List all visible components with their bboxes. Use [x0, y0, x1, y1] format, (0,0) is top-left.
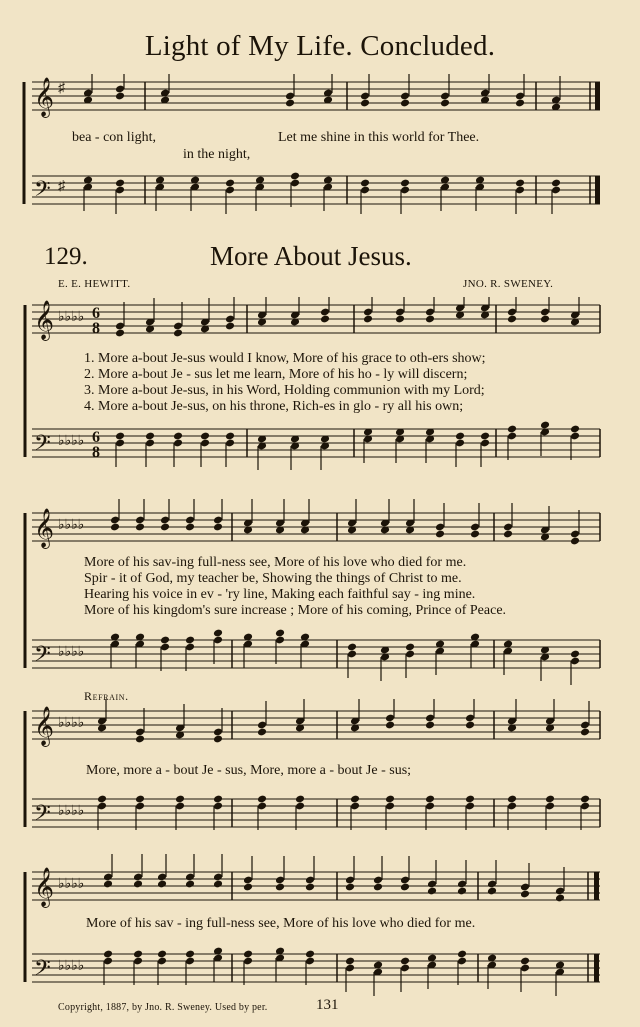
svg-text:♭♭♭♭: ♭♭♭♭	[58, 645, 85, 660]
note-head	[455, 432, 465, 441]
lyric-line: bea - con light,	[72, 130, 156, 145]
note-head	[305, 950, 315, 959]
svg-text:8: 8	[92, 444, 100, 461]
note-head	[185, 636, 195, 645]
composer-credit: JNO. R. SWENEY.	[463, 278, 554, 290]
verse-line: Hearing his voice in ev - 'ry line, Making each faithful say - ing mine.	[84, 587, 476, 602]
note-head	[115, 92, 125, 101]
note-head	[347, 643, 357, 652]
note-head	[97, 795, 107, 804]
notes-bass-1	[83, 172, 561, 214]
note-head	[570, 425, 580, 434]
note-head	[213, 795, 223, 804]
note-head	[185, 523, 195, 532]
svg-text:♭♭♭♭: ♭♭♭♭	[58, 877, 85, 892]
svg-text:♭♭♭♭: ♭♭♭♭	[58, 518, 85, 533]
note-head	[160, 636, 170, 645]
note-head	[213, 735, 223, 744]
note-head	[520, 957, 530, 966]
note-head	[360, 179, 370, 188]
note-head	[115, 179, 125, 188]
verse-line: More of his sav-ing full-ness see, More of his love who died for me.	[84, 555, 467, 570]
note-head	[427, 887, 437, 896]
note-head	[507, 795, 517, 804]
hymn-number: 129.	[44, 243, 88, 270]
note-head	[405, 643, 415, 652]
note-head	[363, 315, 373, 324]
note-head	[110, 523, 120, 532]
note-head	[425, 315, 435, 324]
page-number: 131	[316, 997, 339, 1013]
note-head	[545, 795, 555, 804]
note-head	[425, 795, 435, 804]
note-head	[465, 795, 475, 804]
svg-text:♯: ♯	[58, 81, 65, 96]
note-head	[480, 432, 490, 441]
note-head	[400, 883, 410, 892]
note-head	[243, 883, 253, 892]
svg-text:𝄢: 𝄢	[34, 801, 51, 831]
note-head	[173, 329, 183, 338]
svg-text:♭♭♭♭: ♭♭♭♭	[58, 804, 85, 819]
note-head	[275, 883, 285, 892]
note-head	[275, 629, 285, 638]
note-head	[213, 629, 223, 638]
note-head	[570, 537, 580, 546]
note-head	[290, 172, 300, 181]
note-head	[133, 880, 143, 889]
note-head	[457, 887, 467, 896]
svg-text:𝄞: 𝄞	[34, 706, 55, 746]
svg-text:𝄞: 𝄞	[34, 508, 55, 548]
refrain-line: More of his sav - ing full-ness see, More of his love who died for me.	[86, 916, 476, 931]
svg-text:𝄞: 𝄞	[34, 867, 55, 907]
note-head	[515, 99, 525, 108]
verse-line: 2. More a-bout Je - sus let me learn, More of his ho - ly will discern;	[84, 367, 468, 382]
verse-line: 3. More a-bout Je-sus, in his Word, Holding communion with my Lord;	[84, 383, 485, 398]
note-head	[507, 315, 517, 324]
note-head	[395, 315, 405, 324]
note-head	[551, 179, 561, 188]
refrain-line: More, more a - bout Je - sus, More, more a - bout Je - sus;	[86, 763, 412, 778]
svg-text:𝄢: 𝄢	[34, 431, 51, 461]
svg-text:𝄢: 𝄢	[34, 642, 51, 672]
svg-text:𝄢: 𝄢	[34, 956, 51, 986]
note-head	[175, 795, 185, 804]
note-head	[457, 950, 467, 959]
note-head	[160, 523, 170, 532]
note-head	[213, 523, 223, 532]
note-head	[487, 887, 497, 896]
note-head	[257, 728, 267, 737]
svg-text:6: 6	[92, 429, 100, 446]
note-head	[515, 179, 525, 188]
note-head	[440, 99, 450, 108]
svg-text:6: 6	[92, 305, 100, 322]
note-head	[133, 950, 143, 959]
notes-treble-1	[83, 74, 561, 111]
note-head	[580, 795, 590, 804]
lyric-line: Let me shine in this world for Thee.	[278, 130, 480, 145]
music-system-5	[0, 862, 640, 1002]
music-system-4	[0, 703, 640, 853]
verse-line: 4. More a-bout Je-sus, on his throne, Rich-es in glo - ry all his own;	[84, 399, 464, 414]
verse-line: Spir - it of God, my teacher be, Showing the things of Christ to me.	[84, 571, 462, 586]
note-head	[305, 883, 315, 892]
svg-text:♭♭♭♭: ♭♭♭♭	[58, 434, 85, 449]
note-head	[243, 950, 253, 959]
refrain-label: Refrain.	[84, 689, 129, 703]
note-head	[465, 721, 475, 730]
note-head	[213, 880, 223, 889]
note-head	[115, 329, 125, 338]
note-head	[350, 795, 360, 804]
author-credit: E. E. HEWITT.	[58, 278, 131, 290]
note-head	[145, 432, 155, 441]
page-title: Light of My Life. Concluded.	[144, 30, 496, 62]
svg-text:8: 8	[92, 320, 100, 337]
note-head	[103, 950, 113, 959]
note-head	[157, 950, 167, 959]
svg-text:𝄞: 𝄞	[34, 300, 55, 340]
note-head	[580, 728, 590, 737]
note-head	[135, 795, 145, 804]
note-head	[173, 432, 183, 441]
music-system-1	[0, 78, 640, 238]
note-head	[503, 530, 513, 539]
note-head	[225, 432, 235, 441]
svg-text:𝄞: 𝄞	[34, 77, 55, 117]
note-head	[540, 315, 550, 324]
note-head	[135, 523, 145, 532]
note-head	[540, 421, 550, 430]
note-head	[385, 795, 395, 804]
note-head	[225, 179, 235, 188]
note-head	[360, 99, 370, 108]
note-head	[400, 179, 410, 188]
note-head	[470, 530, 480, 539]
svg-text:♭♭♭♭: ♭♭♭♭	[58, 716, 85, 731]
note-head	[570, 650, 580, 659]
note-head	[425, 721, 435, 730]
svg-text:𝄢: 𝄢	[34, 177, 51, 207]
lyric-line: in the night,	[183, 147, 251, 162]
note-head	[115, 432, 125, 441]
note-head	[373, 883, 383, 892]
note-head	[320, 315, 330, 324]
note-head	[285, 99, 295, 108]
svg-text:♭♭♭♭: ♭♭♭♭	[58, 959, 85, 974]
svg-text:♭♭♭♭: ♭♭♭♭	[58, 310, 85, 325]
note-head	[400, 957, 410, 966]
note-head	[200, 432, 210, 441]
verse-line: More of his kingdom's sure increase ; More of his coming, Prince of Peace.	[84, 603, 507, 618]
note-head	[555, 894, 565, 903]
note-head	[295, 795, 305, 804]
note-head	[185, 880, 195, 889]
svg-text:♯: ♯	[58, 179, 65, 194]
note-head	[257, 795, 267, 804]
note-head	[157, 880, 167, 889]
note-head	[345, 957, 355, 966]
note-head	[435, 530, 445, 539]
note-head	[135, 735, 145, 744]
note-head	[507, 425, 517, 434]
hymn-title: More About Jesus.	[210, 241, 412, 271]
note-head	[225, 322, 235, 331]
note-head	[385, 721, 395, 730]
note-head	[520, 890, 530, 899]
note-head	[103, 880, 113, 889]
copyright-footer: Copyright, 1887, by Jno. R. Sweney. Used by per.	[58, 1002, 268, 1013]
note-head	[400, 99, 410, 108]
note-head	[345, 883, 355, 892]
note-head	[185, 950, 195, 959]
verse-line: 1. More a-bout Je-sus would I know, More of his grace to oth-ers show;	[84, 351, 486, 366]
